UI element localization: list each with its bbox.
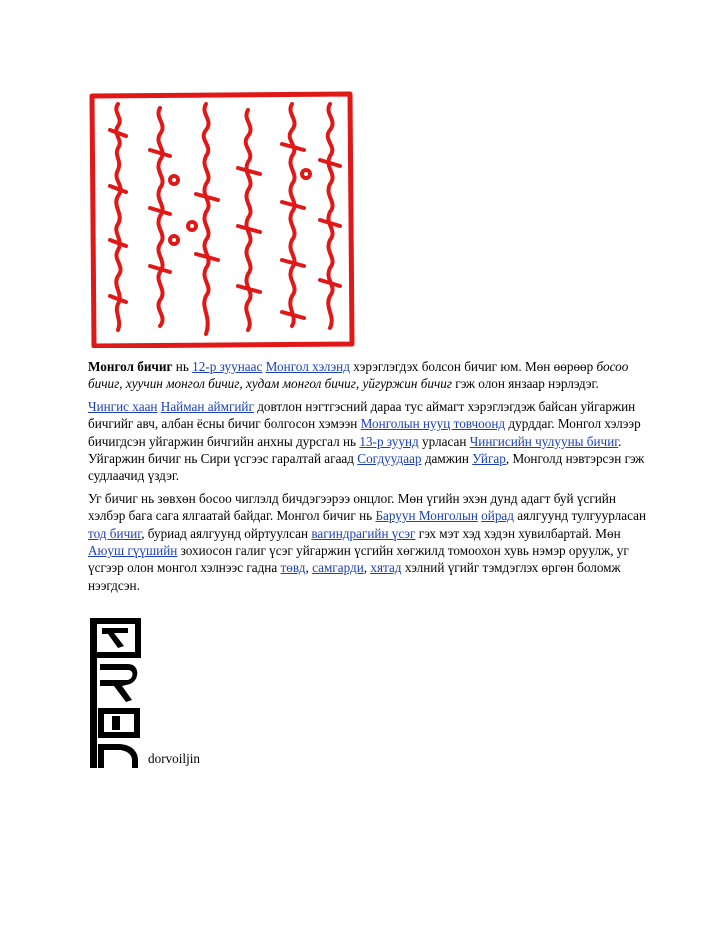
text-run: аялгуунд тулгуурласан [513, 508, 647, 524]
link-0-4[interactable]: Монгол хэлэнд [265, 359, 350, 374]
article-text [88, 358, 648, 599]
text-run: довтлон нэгтгэсний дараа тус аймагт хэрэглэгдэж байсан уйгаржин бичгийг авч, албан ёсны бичиг болгосон хэмээн [88, 398, 636, 432]
link-2-15[interactable]: хятад [370, 560, 402, 576]
paragraph-intro [88, 358, 648, 393]
link-2-5[interactable]: тод бичиг [88, 525, 142, 541]
text-run: дамжин [421, 451, 473, 467]
text-run: , Монголд нэвтэрсэн гэж судлаачид үздэг. [88, 451, 645, 484]
link-2-3[interactable]: ойрад [481, 508, 514, 524]
link-0-2[interactable]: 12-р зуунаас [192, 359, 263, 374]
term-title: Монгол бичиг [88, 359, 173, 374]
paragraph-history [88, 398, 648, 485]
link-2-13[interactable]: самгарди [312, 560, 364, 576]
text-run: , [363, 560, 371, 576]
text-run: дурддаг. Монгол хэлээр бичигдсэн уйгаржин бичгийн анхны дурсгал нь [88, 416, 641, 449]
text-run: зохиосон галиг үсэг уйгаржин үсгийн хөгжилд томоохон хувь нэмэр оруулж, уг үсгээр олон монгол хэлнээс гадна [88, 543, 629, 576]
link-1-6[interactable]: 13-р зуунд [359, 433, 419, 449]
alt-names: босоо бичиг, хуучин монгол бичиг, худам монгол бичиг, уйгуржин бичиг [88, 359, 629, 392]
text-run: , буриад аялгуунд ойртуулсан [141, 525, 312, 541]
link-1-8[interactable]: Чингисийн чулууны бичиг [469, 433, 619, 449]
link-2-9[interactable]: Аюуш гүүшийн [88, 543, 178, 559]
text-run: . Уйгаржин бичиг нь Сири үсгээс гаралтай агаад [88, 433, 622, 467]
paragraph-structure [88, 490, 648, 594]
text-run: хэлний үгийг тэмдэглэх өргөн боломж нээгдсэн. [88, 560, 621, 593]
text-run: гэх мэт хэд хэдэн хувилбартай. Мөн [415, 525, 621, 541]
link-1-10[interactable]: Согдуудаар [357, 451, 422, 467]
glyph-image [88, 616, 148, 776]
link-1-4[interactable]: Монголын нууц товчоонд [360, 416, 506, 432]
image-caption: dorvoiljin [148, 751, 201, 766]
text-run: Уг бичиг нь зөвхөн босоо чиглэлд бичдэгээрээ онцлог. Мөн үгийн эхэн дунд адагт буй үсгийн хэлбэр бага сага ялгаатай байдаг. Монгол бичиг нь [88, 490, 616, 524]
mongolian-seal-image [88, 90, 356, 348]
dorvoljin-glyph-image [88, 616, 148, 776]
text-run: хэрэглэгдэх болсон бичиг юм. Мөн өөрөөр [349, 359, 597, 374]
link-1-12[interactable]: Уйгар [472, 451, 506, 467]
link-1-2[interactable]: Найман аймгийг [160, 398, 254, 414]
text-run: нь [172, 359, 193, 374]
link-2-7[interactable]: вагиндрагийн үсэг [311, 525, 416, 541]
text-run: урласан [418, 433, 470, 449]
text-run: гэж олон янзаар нэрлэдэг. [452, 376, 599, 392]
link-2-11[interactable]: төвд [280, 560, 306, 576]
link-1-0[interactable]: Чингис хаан [88, 398, 158, 414]
seal-image [88, 90, 356, 348]
text-run: , [305, 560, 313, 576]
link-2-1[interactable]: Баруун Монголын [375, 508, 478, 524]
